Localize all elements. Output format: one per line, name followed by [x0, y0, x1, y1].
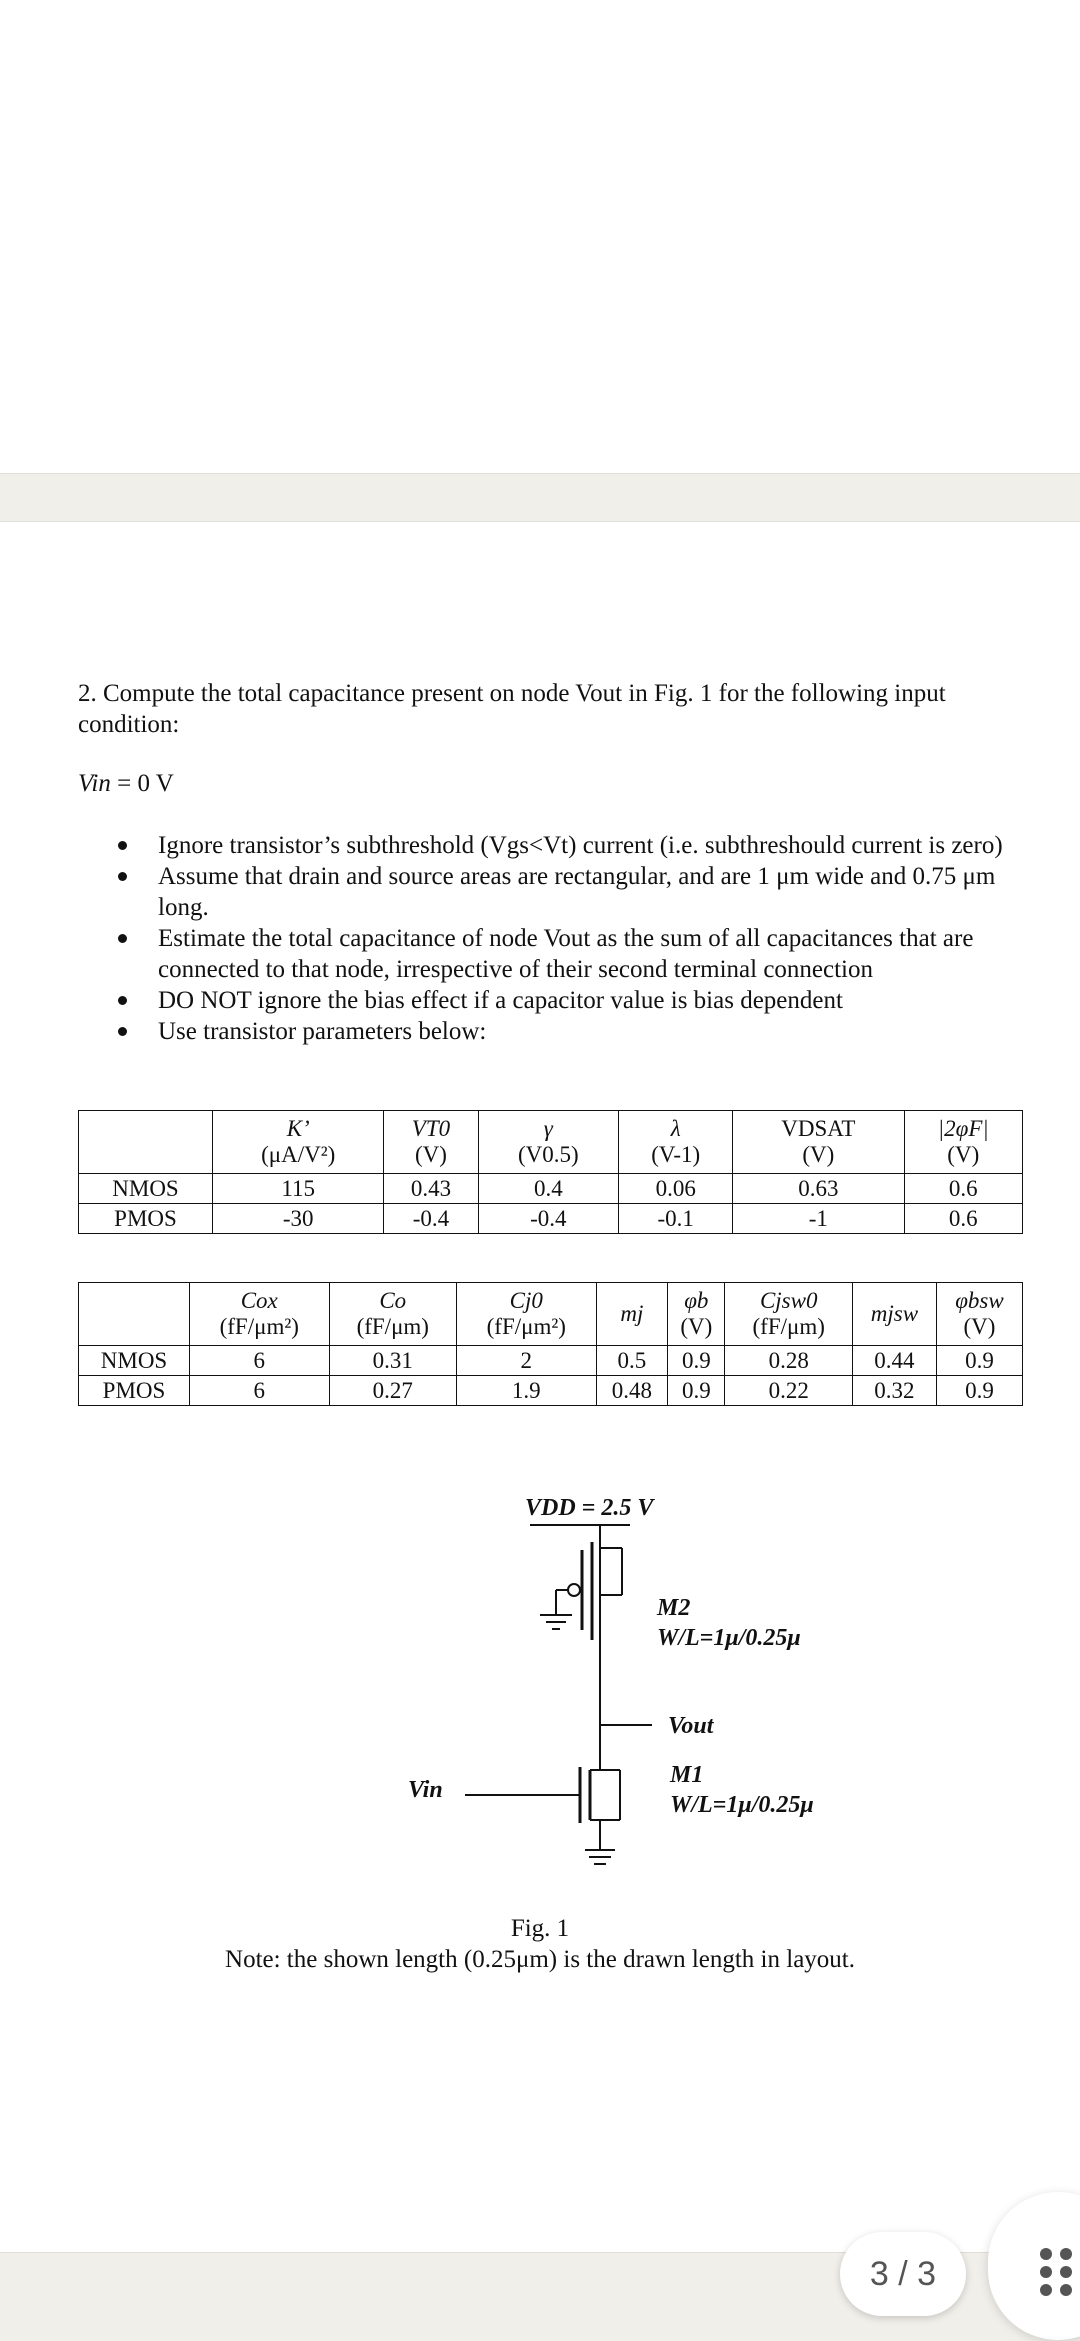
- row-label: NMOS: [79, 1174, 213, 1204]
- table-cell: 6: [190, 1376, 330, 1406]
- condition-var: Vin: [78, 770, 111, 797]
- table-header-cell: Cj0 (fF/μm²): [457, 1283, 597, 1346]
- table-header-cell: Cox (fF/μm²): [190, 1283, 330, 1346]
- table-header-cell: VDSAT (V): [733, 1111, 904, 1174]
- list-item: Estimate the total capacitance of node Vout as the sum of all capacitances that are connected to that node, irrespective of their second terminal connection: [118, 923, 1018, 985]
- transistor-params-table-2: [78, 1282, 1023, 1406]
- vout-label: Vout: [668, 1713, 714, 1739]
- row-label: PMOS: [79, 1376, 190, 1406]
- transistor-params-table-1: [78, 1110, 1023, 1234]
- table-header-cell: Cjsw0 (fF/μm): [725, 1283, 853, 1346]
- figure-caption: [0, 1913, 1080, 1975]
- pmos-m2-symbol: [540, 1525, 622, 1665]
- table-cell: 0.63: [733, 1174, 904, 1204]
- table-corner-cell: [79, 1283, 190, 1346]
- grid-dots-icon: [1040, 2248, 1080, 2296]
- assumptions-list: [118, 830, 1018, 1047]
- table-cell: -0.4: [384, 1204, 478, 1234]
- table-header-row: [79, 1111, 1023, 1174]
- condition-value: = 0 V: [117, 770, 174, 797]
- table-cell: 115: [213, 1174, 384, 1204]
- table-cell: 0.5: [596, 1346, 668, 1376]
- table-header-cell: mjsw: [852, 1283, 936, 1346]
- m1-name: M1: [670, 1762, 704, 1788]
- table-cell: 0.6: [904, 1174, 1022, 1204]
- table-cell: 2: [457, 1346, 597, 1376]
- table-header-cell: mj: [596, 1283, 668, 1346]
- input-condition: [78, 768, 174, 799]
- page-indicator[interactable]: 3 / 3: [840, 2232, 966, 2316]
- table-header-cell: λ (V-1): [619, 1111, 733, 1174]
- list-item: Ignore transistor’s subthreshold (Vgs<Vt) current (i.e. subthreshould current is zero): [118, 830, 1018, 861]
- table-header-cell: VT0 (V): [384, 1111, 478, 1174]
- table-header-cell: φb (V): [668, 1283, 725, 1346]
- question-text: 2. Compute the total capacitance present on node Vout in Fig. 1 for the following input condition:: [78, 680, 946, 738]
- table-cell: 0.43: [384, 1174, 478, 1204]
- table-cell: 0.9: [936, 1346, 1022, 1376]
- table-cell: 0.9: [936, 1376, 1022, 1406]
- table-cell: -0.1: [619, 1204, 733, 1234]
- figure-note: Note: the shown length (0.25μm) is the drawn length in layout.: [225, 1946, 855, 1973]
- table-row: [79, 1174, 1023, 1204]
- m2-name: M2: [657, 1595, 691, 1621]
- nmos-m1-symbol: [465, 1738, 620, 1864]
- table-row: [79, 1204, 1023, 1234]
- table-cell: 0.48: [596, 1376, 668, 1406]
- figure-label: Fig. 1: [510, 1915, 570, 1942]
- table-cell: 0.31: [329, 1346, 457, 1376]
- table-cell: 0.9: [668, 1376, 725, 1406]
- table-header-cell: φbsw (V): [936, 1283, 1022, 1346]
- row-label: NMOS: [79, 1346, 190, 1376]
- table-row: [79, 1376, 1023, 1406]
- list-item: Use transistor parameters below:: [118, 1016, 1018, 1047]
- table-cell: 0.28: [725, 1346, 853, 1376]
- table-header-cell: K’ (μA/V²): [213, 1111, 384, 1174]
- table-cell: -1: [733, 1204, 904, 1234]
- table-row: [79, 1346, 1023, 1376]
- table-cell: 0.6: [904, 1204, 1022, 1234]
- list-item: DO NOT ignore the bias effect if a capacitor value is bias dependent: [118, 985, 1018, 1016]
- m1-size: W/L=1μ/0.25μ: [670, 1792, 814, 1818]
- circuit-diagram: [300, 1480, 860, 1900]
- table-cell: -0.4: [478, 1204, 619, 1234]
- table-cell: -30: [213, 1204, 384, 1234]
- row-label: PMOS: [79, 1204, 213, 1234]
- table-cell: 0.32: [852, 1376, 936, 1406]
- table-cell: 0.44: [852, 1346, 936, 1376]
- table-corner-cell: [79, 1111, 213, 1174]
- m2-size: W/L=1μ/0.25μ: [657, 1625, 801, 1651]
- table-cell: 0.9: [668, 1346, 725, 1376]
- table-cell: 6: [190, 1346, 330, 1376]
- page-gap-band: [0, 473, 1080, 522]
- table-header-cell: γ (V0.5): [478, 1111, 619, 1174]
- list-item: Assume that drain and source areas are rectangular, and are 1 μm wide and 0.75 μm long.: [118, 861, 1018, 923]
- vin-label: Vin: [408, 1777, 443, 1803]
- table-cell: 0.22: [725, 1376, 853, 1406]
- table-header-cell: Co (fF/μm): [329, 1283, 457, 1346]
- table-cell: 0.27: [329, 1376, 457, 1406]
- table-cell: 0.4: [478, 1174, 619, 1204]
- table-cell: 1.9: [457, 1376, 597, 1406]
- table-header-cell: |2φF| (V): [904, 1111, 1022, 1174]
- table-cell: 0.06: [619, 1174, 733, 1204]
- table-header-row: [79, 1283, 1023, 1346]
- vdd-label: VDD = 2.5 V: [525, 1495, 654, 1521]
